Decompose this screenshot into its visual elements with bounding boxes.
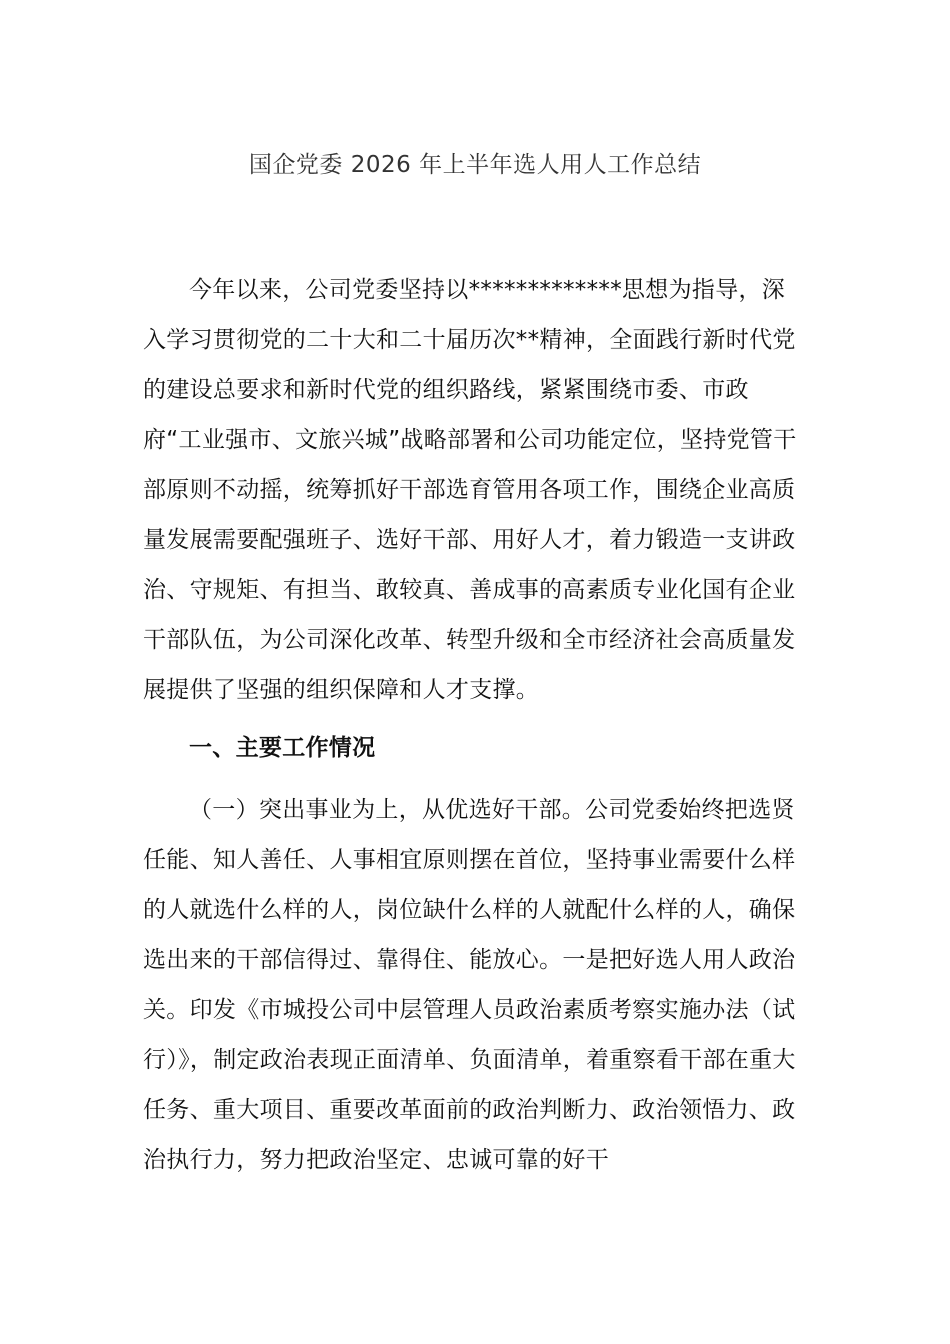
document-title: 国企党委 2026 年上半年选人用人工作总结 — [248, 152, 702, 178]
section-heading: 一、主要工作情况 — [189, 735, 376, 761]
section-paragraph: （一）突出事业为上，从优选好干部。公司党委始终把选贤任能、知人善任、人事相宜原则摆在首位，坚持事业需要什么样的人就选什么样的人，岗位缺什么样的人就配什么样的人，确保选出来的干部信得过、靠得住、能放心。一是把好选人用人政治关。印发《市城投公司中层管理人员政治素质考察实施办法（试行）》，制定政治表现正面清单、负面清单，着重察看干部在重大任务、重大项目、重要改革面前的政治判断力、政治领悟力、政治执行力，努力把政治坚定、忠诚可靠的好干 — [143, 797, 796, 1173]
intro-paragraph: 今年以来，公司党委坚持以*************思想为指导，深入学习贯彻党的二十大和二十届历次**精神，全面践行新时代党的建设总要求和新时代党的组织路线，紧紧围绕市委、市政府“工业强市、文旅兴城”战略部署和公司功能定位，坚持党管干部原则不动摇，统筹抓好干部选育管用各项工作，围绕企业高质量发展需要配强班子、选好干部、用好人才，着力锻造一支讲政治、守规矩、有担当、敢较真、善成事的高素质专业化国有企业干部队伍，为公司深化改革、转型升级和全市经济社会高质量发展提供了坚强的组织保障和人才支撑。 — [143, 277, 797, 703]
